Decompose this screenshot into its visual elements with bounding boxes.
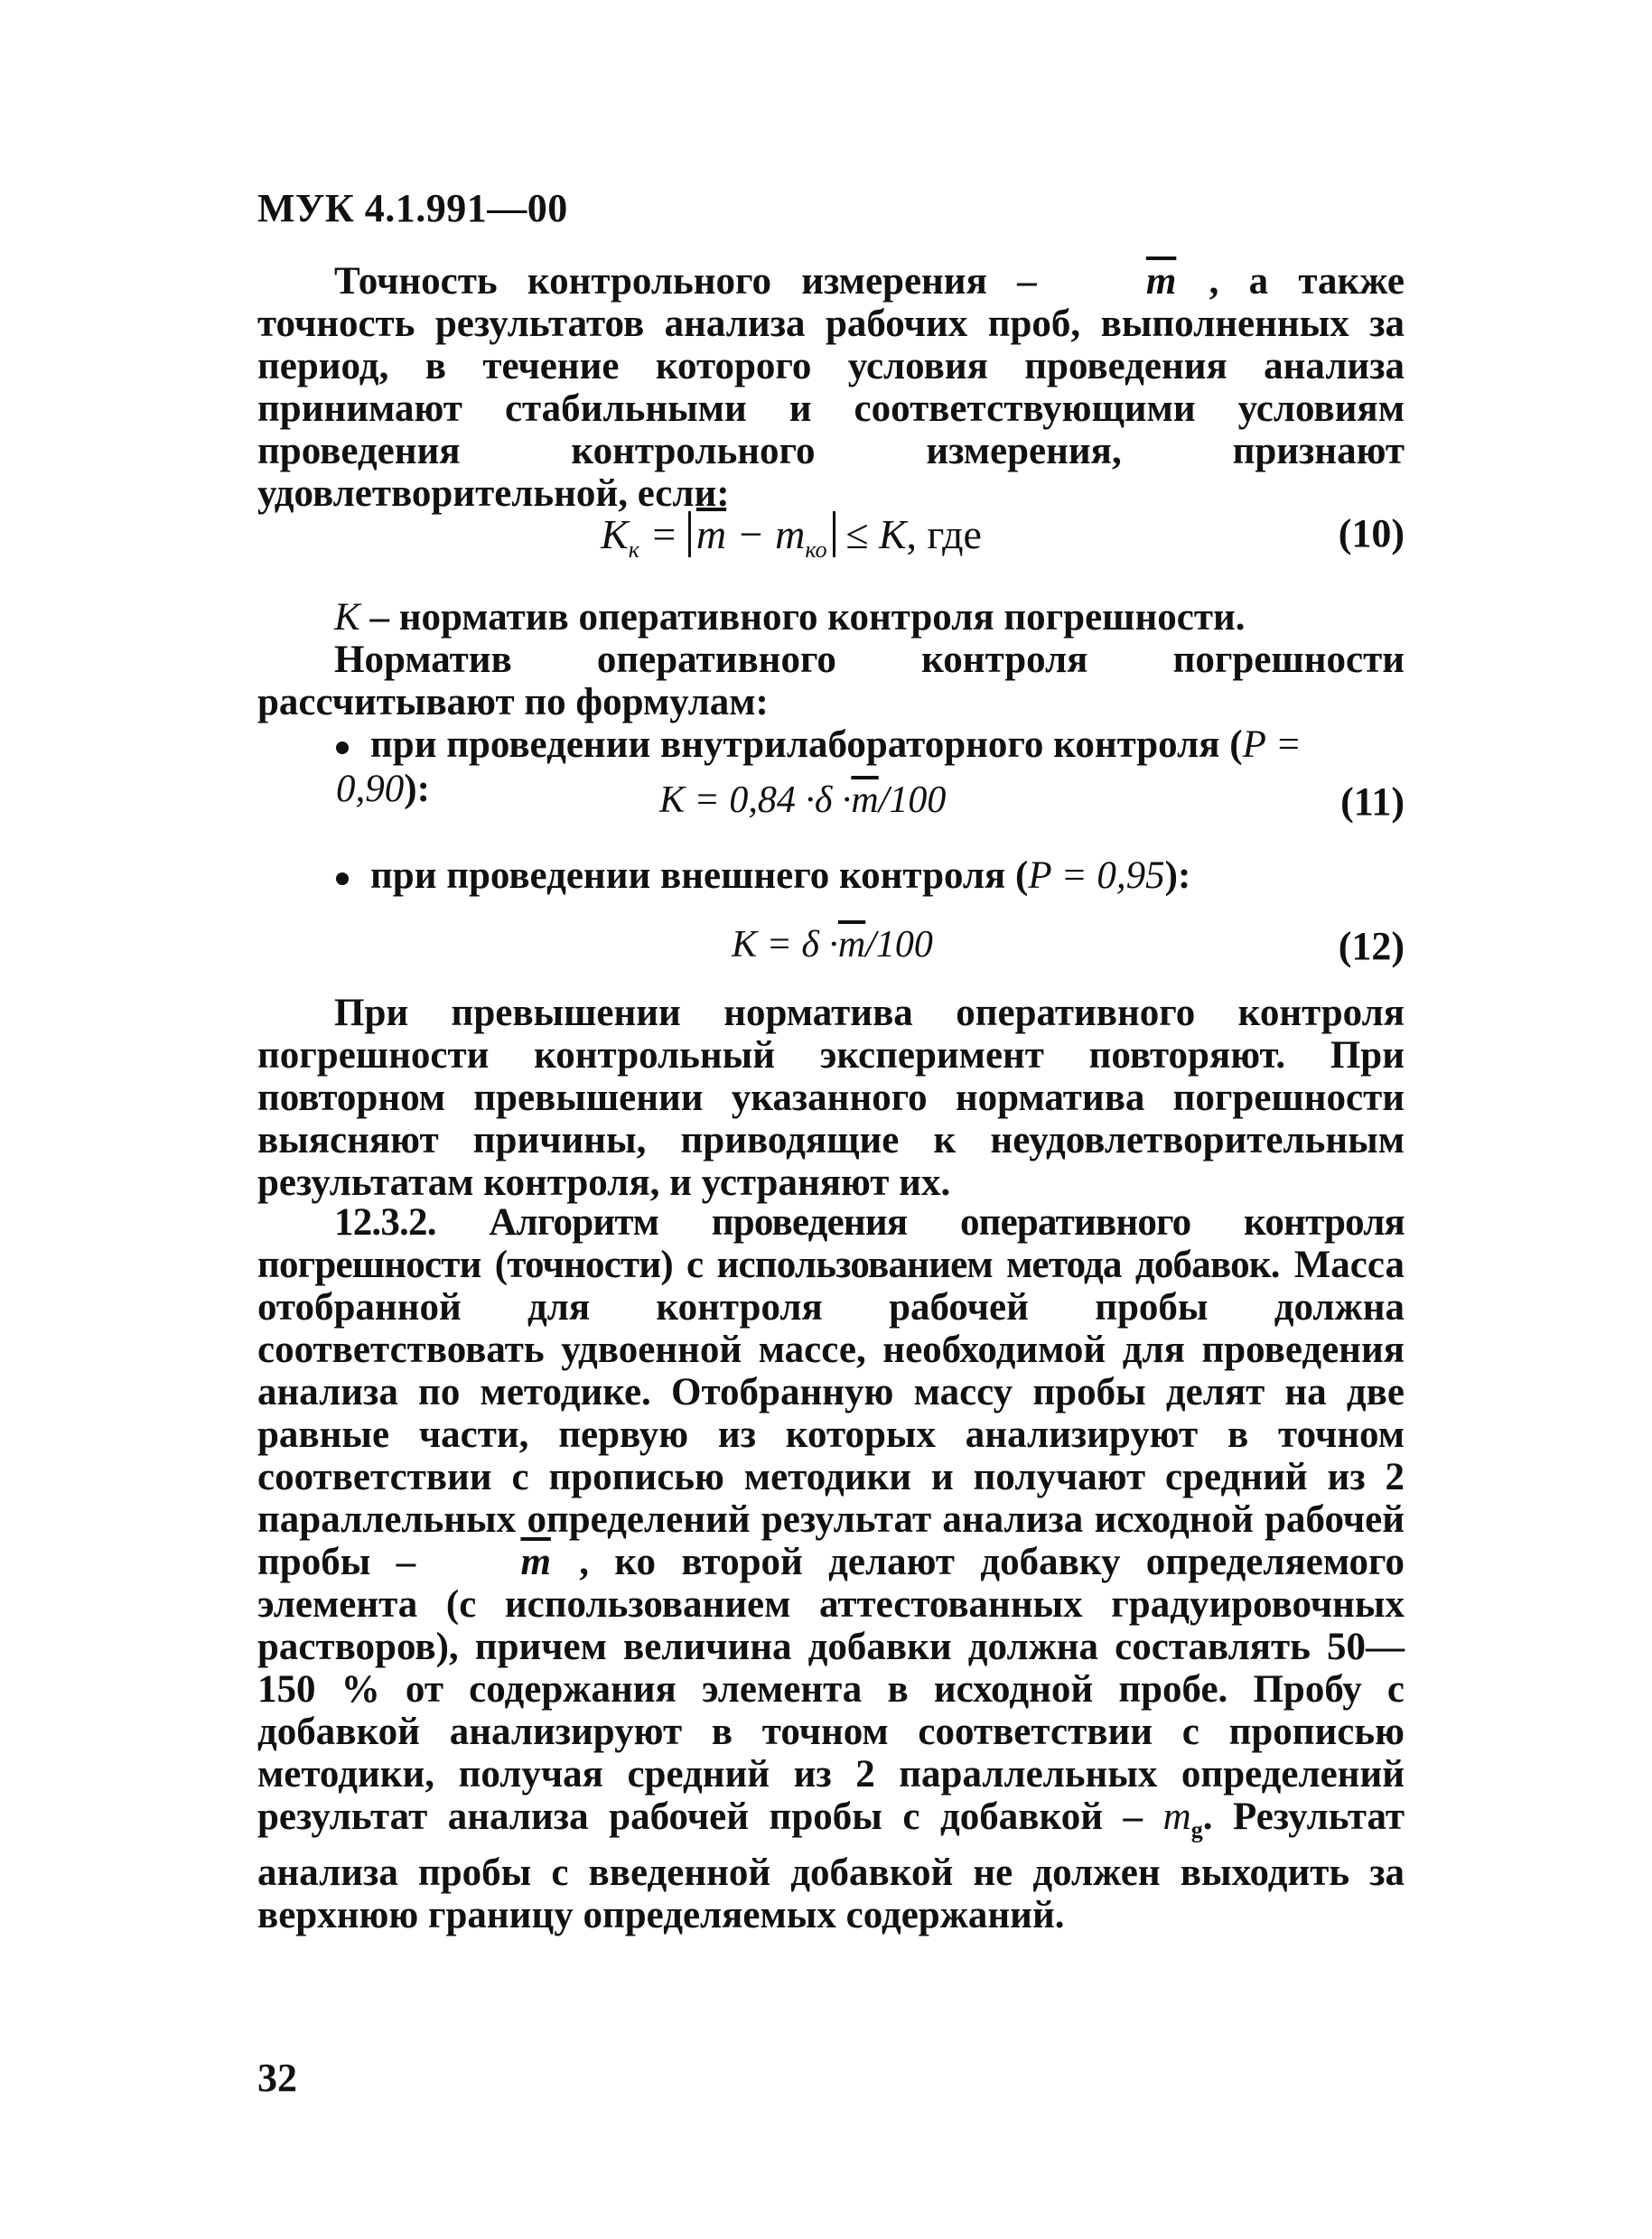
intro-paragraph [257, 260, 1405, 515]
bullet-icon [336, 742, 349, 754]
formula-12-number: (12) [1338, 924, 1405, 968]
p1-text-after: , а также точность результатов анализа рабочих проб, выполненных за период, в течение которого условия проведения анализа принимают стабильными и соответствующими условиям проведения контрольного измерения, признают удовлетворительной, если: [257, 260, 1405, 515]
formula-10-number: (10) [1338, 511, 1405, 555]
section-12-3-2: 12.3.2. Алгоритм проведения оперативного контроля погрешности (точности) с использованием метода добавок. Масса отобранной для контроля рабочей пробы должна соответствовать удвоенной массе, необходимой для проведения анализа по методике. Отобранную массу пробы делят на две равные части, первую из которых анализируют в точном соответствии с прописью методики и получают средний из 2 параллельных определений результат анализа исходной рабочей пробы – $\overline{m}$ , ко второй делают добавку определяемого элемента (с использованием аттестованных градуировочных растворов), причем величина добавки должна составлять 50—150 % от содержания элемента в исходной пробе. Пробу с добавкой анализируют в точном соответствии с прописью методики, получая средний из 2 параллельных определений результат анализа рабочей пробы с добавкой – $m_g$. Результат анализа пробы с введенной добавкой не должен выходить за верхнюю границу определяемых содержаний. [257, 1201, 1405, 1936]
formula-10: $K_к = \overline{m} - m_{ко} \le K$, где [601, 511, 982, 564]
formula-11-row [257, 779, 1405, 833]
p1-text-before: Точность контрольного измерения – [334, 260, 1067, 303]
bullet-icon [336, 872, 349, 885]
formula-11-number: (11) [1340, 779, 1405, 824]
document-code: МУК 4.1.991—00 [257, 186, 568, 230]
formula-11: $K = 0,84 \cdot\delta \cdot\overline{m}/100$ [659, 779, 947, 821]
page-number: 32 [257, 2056, 297, 2100]
bullet-internal-control: при проведении внутрилабораторного контроля (P = 0,90): [336, 723, 1302, 810]
formula-10-row [257, 510, 1405, 564]
section-heading: 12.3.2. Алгоритм проведения оперативного контроля погрешности (точности) с использованием метода добавок. [257, 1201, 1405, 1286]
m-mean-symbol: $\overline{m}$ [520, 1541, 551, 1583]
m-mean-symbol: $\overline{m}$ [1145, 260, 1177, 303]
bullet-external-control: при проведении внешнего контроля (P = 0,95): [336, 854, 1402, 898]
norm-paragraph: Норматив оперативного контроля погрешности рассчитывают по формулам: [257, 639, 1405, 723]
k-definition: K – норматив оперативного контроля погрешности. [334, 596, 1246, 639]
formula-12-row [257, 923, 1405, 977]
exceed-paragraph: При превышении норматива оперативного контроля погрешности контрольный эксперимент повторяют. При повторном превышении указанного норматива погрешности выясняют причины, приводящие к неудовлетворительным результатам контроля, и устраняют их. [257, 992, 1405, 1204]
formula-12: $K = \delta \cdot\overline{m}/100$ [732, 924, 933, 966]
